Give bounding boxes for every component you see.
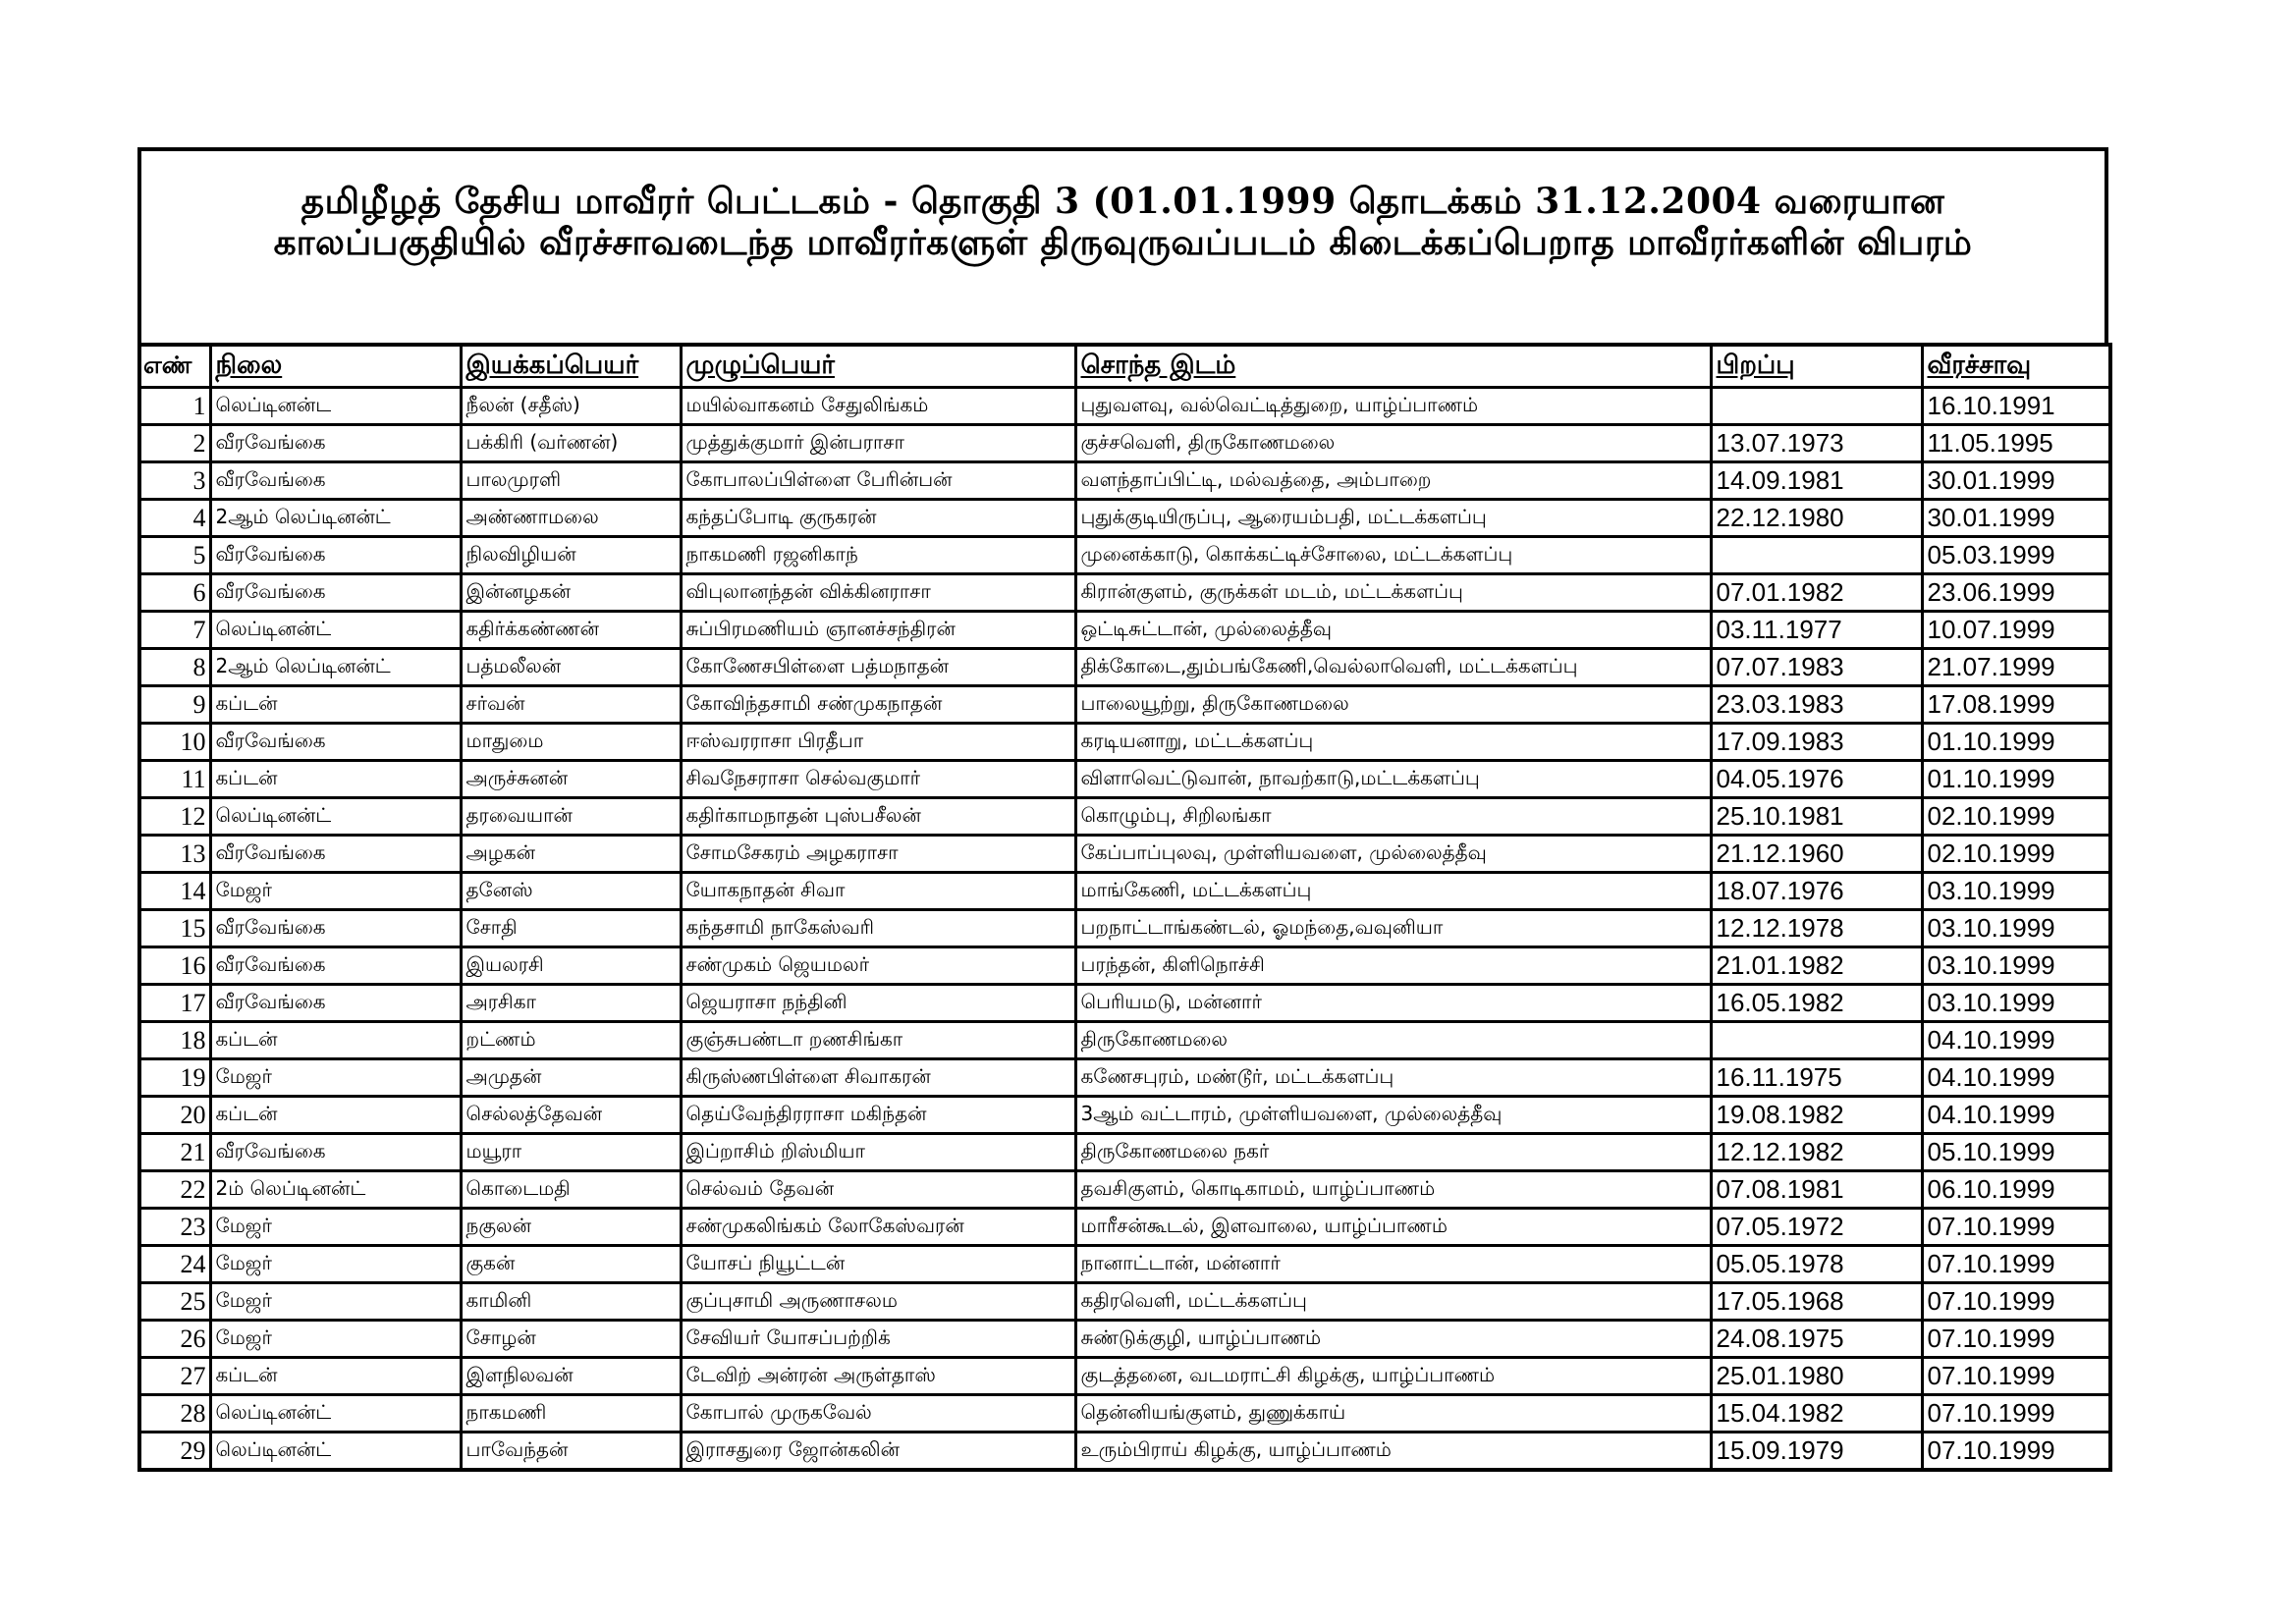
table-row (139, 537, 2110, 574)
table-row (139, 1097, 2110, 1134)
cell-rank: மேஜர் (210, 1059, 461, 1097)
cell-number: 15 (139, 910, 210, 947)
cell-rank: லெப்டினன்ட் (210, 1433, 461, 1471)
header-alias: இயக்கப்பெயர் (461, 345, 681, 388)
cell-number: 13 (139, 836, 210, 873)
cell-full-name: யோகநாதன் சிவா (681, 873, 1075, 910)
cell-death-date: 07.10.1999 (1922, 1209, 2110, 1246)
cell-alias: செல்லத்தேவன் (461, 1097, 681, 1134)
cell-alias: தரவையான் (461, 798, 681, 836)
cell-number: 28 (139, 1395, 210, 1433)
cell-birth-date: 07.05.1972 (1711, 1209, 1922, 1246)
cell-death-date: 10.07.1999 (1922, 612, 2110, 649)
cell-home-place: புதுக்குடியிருப்பு, ஆரையம்பதி, மட்டக்களப்பு (1075, 500, 1711, 537)
cell-birth-date: 22.12.1980 (1711, 500, 1922, 537)
table-row (139, 686, 2110, 724)
cell-rank: வீரவேங்கை (210, 537, 461, 574)
cell-alias: இன்னழகன் (461, 574, 681, 612)
cell-death-date: 06.10.1999 (1922, 1171, 2110, 1209)
cell-alias: இளநிலவன் (461, 1358, 681, 1395)
cell-rank: வீரவேங்கை (210, 724, 461, 761)
cell-alias: நிலவிழியன் (461, 537, 681, 574)
cell-alias: கதிர்க்கண்ணன் (461, 612, 681, 649)
cell-alias: இயலரசி (461, 947, 681, 985)
cell-home-place: குடத்தனை, வடமராட்சி கிழக்கு, யாழ்ப்பாணம் (1075, 1358, 1711, 1395)
cell-number: 9 (139, 686, 210, 724)
cell-birth-date (1711, 537, 1922, 574)
cell-home-place: பறநாட்டாங்கண்டல், ஓமந்தை,வவுனியா (1075, 910, 1711, 947)
cell-full-name: இப்றாசிம் றிஸ்மியா (681, 1134, 1075, 1171)
cell-death-date: 03.10.1999 (1922, 985, 2110, 1022)
cell-number: 11 (139, 761, 210, 798)
cell-rank: வீரவேங்கை (210, 425, 461, 462)
cell-death-date: 05.10.1999 (1922, 1134, 2110, 1171)
cell-rank: மேஜர் (210, 1283, 461, 1321)
cell-alias: பக்கிரி (வர்ணன்) (461, 425, 681, 462)
document-title: தமிழீழத் தேசிய மாவீரர் பெட்டகம் - தொகுதி 3 (01.01.1999 தொடக்கம் 31.12.2004 வரையான காலப்பகுதியில் வீரச்சாவடைந்த மாவீரர்களுள் திருவுருவப்படம் கிடைக்கப்பெறாத மாவீரர்களின் விபரம் (273, 181, 1973, 263)
cell-alias: மாதுமை (461, 724, 681, 761)
cell-rank: 2ஆம் லெப்டினன்ட் (210, 500, 461, 537)
cell-number: 12 (139, 798, 210, 836)
cell-full-name: டேவிற் அன்ரன் அருள்தாஸ் (681, 1358, 1075, 1395)
cell-death-date: 04.10.1999 (1922, 1022, 2110, 1059)
cell-full-name: இராசதுரை ஜோன்கலின் (681, 1433, 1075, 1471)
cell-full-name: குப்புசாமி அருணாசலம (681, 1283, 1075, 1321)
title-box (137, 147, 2108, 343)
table-row (139, 1246, 2110, 1283)
cell-death-date: 07.10.1999 (1922, 1433, 2110, 1471)
cell-home-place: கேப்பாப்புலவு, முள்ளியவளை, முல்லைத்தீவு (1075, 836, 1711, 873)
cell-home-place: நானாட்டான், மன்னார் (1075, 1246, 1711, 1283)
cell-full-name: குஞ்சுபண்டா றணசிங்கா (681, 1022, 1075, 1059)
cell-birth-date: 25.10.1981 (1711, 798, 1922, 836)
cell-number: 22 (139, 1171, 210, 1209)
table-row (139, 947, 2110, 985)
cell-home-place: வளந்தாப்பிட்டி, மல்வத்தை, அம்பாறை (1075, 462, 1711, 500)
cell-full-name: சண்முகம் ஜெயமலர் (681, 947, 1075, 985)
cell-full-name: கதிர்காமநாதன் புஸ்பசீலன் (681, 798, 1075, 836)
table-row (139, 574, 2110, 612)
cell-death-date: 21.07.1999 (1922, 649, 2110, 686)
cell-home-place: தவசிகுளம், கொடிகாமம், யாழ்ப்பாணம் (1075, 1171, 1711, 1209)
cell-birth-date: 21.12.1960 (1711, 836, 1922, 873)
cell-full-name: ஈஸ்வரராசா பிரதீபா (681, 724, 1075, 761)
cell-number: 20 (139, 1097, 210, 1134)
cell-home-place: பாலையூற்று, திருகோணமலை (1075, 686, 1711, 724)
table-header-row (139, 345, 2110, 388)
cell-alias: பத்மலீலன் (461, 649, 681, 686)
cell-full-name: சேவியர் யோசப்பற்றிக் (681, 1321, 1075, 1358)
cell-home-place: திருகோணமலை (1075, 1022, 1711, 1059)
cell-birth-date: 19.08.1982 (1711, 1097, 1922, 1134)
cell-number: 6 (139, 574, 210, 612)
cell-rank: லெப்டினன்ட் (210, 798, 461, 836)
table-row (139, 1433, 2110, 1471)
cell-full-name: யோசப் நியூட்டன் (681, 1246, 1075, 1283)
table-row (139, 1358, 2110, 1395)
document-sheet (137, 147, 2108, 1472)
cell-number: 5 (139, 537, 210, 574)
cell-full-name: கோவிந்தசாமி சண்முகநாதன் (681, 686, 1075, 724)
cell-birth-date: 12.12.1978 (1711, 910, 1922, 947)
cell-birth-date: 03.11.1977 (1711, 612, 1922, 649)
cell-rank: வீரவேங்கை (210, 836, 461, 873)
table-row (139, 1209, 2110, 1246)
cell-full-name: கோபாலப்பிள்ளை பேரின்பன் (681, 462, 1075, 500)
cell-death-date: 02.10.1999 (1922, 798, 2110, 836)
cell-full-name: சோமசேகரம் அழகராசா (681, 836, 1075, 873)
cell-rank: லெப்டினன்ட் (210, 1395, 461, 1433)
cell-home-place: புதுவளவு, வல்வெட்டித்துறை, யாழ்ப்பாணம் (1075, 388, 1711, 425)
cell-home-place: தென்னியங்குளம், துணுக்காய் (1075, 1395, 1711, 1433)
cell-full-name: நாகமணி ரஜனிகாந் (681, 537, 1075, 574)
cell-death-date: 07.10.1999 (1922, 1246, 2110, 1283)
cell-birth-date: 17.09.1983 (1711, 724, 1922, 761)
cell-number: 16 (139, 947, 210, 985)
header-birth-date: பிறப்பு (1711, 345, 1922, 388)
cell-home-place: கணேசபுரம், மண்டூர், மட்டக்களப்பு (1075, 1059, 1711, 1097)
cell-full-name: சுப்பிரமணியம் ஞானச்சந்திரன் (681, 612, 1075, 649)
cell-full-name: கந்தப்போடி குருகரன் (681, 500, 1075, 537)
cell-birth-date: 17.05.1968 (1711, 1283, 1922, 1321)
cell-alias: மயூரா (461, 1134, 681, 1171)
cell-death-date: 04.10.1999 (1922, 1059, 2110, 1097)
cell-birth-date: 07.01.1982 (1711, 574, 1922, 612)
cell-rank: வீரவேங்கை (210, 910, 461, 947)
table-row (139, 388, 2110, 425)
cell-death-date: 07.10.1999 (1922, 1358, 2110, 1395)
cell-alias: சர்வன் (461, 686, 681, 724)
cell-number: 24 (139, 1246, 210, 1283)
cell-birth-date: 07.07.1983 (1711, 649, 1922, 686)
table-row (139, 462, 2110, 500)
table-row (139, 1134, 2110, 1171)
cell-alias: தனேஸ் (461, 873, 681, 910)
cell-full-name: மயில்வாகனம் சேதுலிங்கம் (681, 388, 1075, 425)
cell-number: 7 (139, 612, 210, 649)
cell-number: 14 (139, 873, 210, 910)
cell-birth-date: 13.07.1973 (1711, 425, 1922, 462)
cell-rank: வீரவேங்கை (210, 985, 461, 1022)
cell-full-name: கந்தசாமி நாகேஸ்வரி (681, 910, 1075, 947)
cell-birth-date: 15.09.1979 (1711, 1433, 1922, 1471)
table-row (139, 798, 2110, 836)
cell-number: 3 (139, 462, 210, 500)
cell-home-place: கதிரவெளி, மட்டக்களப்பு (1075, 1283, 1711, 1321)
cell-home-place: குச்சவெளி, திருகோணமலை (1075, 425, 1711, 462)
cell-full-name: சிவநேசராசா செல்வகுமார் (681, 761, 1075, 798)
cell-home-place: சுண்டுக்குழி, யாழ்ப்பாணம் (1075, 1321, 1711, 1358)
cell-birth-date: 18.07.1976 (1711, 873, 1922, 910)
table-row (139, 1022, 2110, 1059)
cell-number: 8 (139, 649, 210, 686)
table-row (139, 1059, 2110, 1097)
cell-number: 4 (139, 500, 210, 537)
cell-number: 10 (139, 724, 210, 761)
cell-death-date: 17.08.1999 (1922, 686, 2110, 724)
table-row (139, 1171, 2110, 1209)
table-row (139, 649, 2110, 686)
table-row (139, 1321, 2110, 1358)
header-death-date: வீரச்சாவு (1922, 345, 2110, 388)
cell-home-place: விளாவெட்டுவான், நாவற்காடு,மட்டக்களப்பு (1075, 761, 1711, 798)
cell-rank: கப்டன் (210, 1358, 461, 1395)
cell-rank: 2ஆம் லெப்டினன்ட் (210, 649, 461, 686)
cell-birth-date: 21.01.1982 (1711, 947, 1922, 985)
cell-rank: வீரவேங்கை (210, 947, 461, 985)
cell-rank: லெப்டினன்ட (210, 388, 461, 425)
cell-home-place: கரடியனாறு, மட்டக்களப்பு (1075, 724, 1711, 761)
cell-full-name: செல்வம் தேவன் (681, 1171, 1075, 1209)
cell-full-name: கிருஸ்ணபிள்ளை சிவாகரன் (681, 1059, 1075, 1097)
cell-death-date: 07.10.1999 (1922, 1321, 2110, 1358)
cell-full-name: சண்முகலிங்கம் லோகேஸ்வரன் (681, 1209, 1075, 1246)
cell-rank: வீரவேங்கை (210, 574, 461, 612)
cell-birth-date: 05.05.1978 (1711, 1246, 1922, 1283)
cell-home-place: ஒட்டிசுட்டான், முல்லைத்தீவு (1075, 612, 1711, 649)
cell-death-date: 23.06.1999 (1922, 574, 2110, 612)
cell-number: 17 (139, 985, 210, 1022)
cell-home-place: உரும்பிராய் கிழக்கு, யாழ்ப்பாணம் (1075, 1433, 1711, 1471)
cell-alias: அருச்சுனன் (461, 761, 681, 798)
cell-alias: பாவேந்தன் (461, 1433, 681, 1471)
cell-rank: 2ம் லெப்டினன்ட் (210, 1171, 461, 1209)
table-row (139, 1395, 2110, 1433)
cell-rank: கப்டன் (210, 761, 461, 798)
cell-number: 2 (139, 425, 210, 462)
header-full-name: முழுப்பெயர் (681, 345, 1075, 388)
cell-home-place: மாரீசன்கூடல், இளவாலை, யாழ்ப்பாணம் (1075, 1209, 1711, 1246)
cell-full-name: கோபால் முருகவேல் (681, 1395, 1075, 1433)
cell-alias: அண்ணாமலை (461, 500, 681, 537)
table-row (139, 1283, 2110, 1321)
table-row (139, 761, 2110, 798)
table-row (139, 873, 2110, 910)
cell-full-name: முத்துக்குமார் இன்பராசா (681, 425, 1075, 462)
cell-number: 1 (139, 388, 210, 425)
cell-home-place: கிரான்குளம், குருக்கள் மடம், மட்டக்களப்பு (1075, 574, 1711, 612)
cell-rank: கப்டன் (210, 1022, 461, 1059)
header-number: எண் (139, 345, 210, 388)
cell-alias: அரசிகா (461, 985, 681, 1022)
header-home-place: சொந்த இடம் (1075, 345, 1711, 388)
cell-death-date: 04.10.1999 (1922, 1097, 2110, 1134)
cell-home-place: திக்கோடை,தும்பங்கேணி,வெல்லாவெளி, மட்டக்களப்பு (1075, 649, 1711, 686)
cell-death-date: 07.10.1999 (1922, 1283, 2110, 1321)
cell-birth-date: 16.05.1982 (1711, 985, 1922, 1022)
cell-number: 25 (139, 1283, 210, 1321)
cell-birth-date: 25.01.1980 (1711, 1358, 1922, 1395)
cell-alias: நீலன் (சதீஸ்) (461, 388, 681, 425)
cell-number: 21 (139, 1134, 210, 1171)
cell-home-place: 3ஆம் வட்டாரம், முள்ளியவளை, முல்லைத்தீவு (1075, 1097, 1711, 1134)
cell-birth-date: 23.03.1983 (1711, 686, 1922, 724)
cell-alias: கொடைமதி (461, 1171, 681, 1209)
table-row (139, 836, 2110, 873)
cell-number: 23 (139, 1209, 210, 1246)
cell-alias: பாலமுரளி (461, 462, 681, 500)
cell-home-place: முனைக்காடு, கொக்கட்டிச்சோலை, மட்டக்களப்பு (1075, 537, 1711, 574)
cell-number: 27 (139, 1358, 210, 1395)
cell-alias: அழகன் (461, 836, 681, 873)
cell-full-name: விபுலானந்தன் விக்கினராசா (681, 574, 1075, 612)
cell-alias: குகன் (461, 1246, 681, 1283)
cell-birth-date (1711, 388, 1922, 425)
cell-alias: நகுலன் (461, 1209, 681, 1246)
cell-rank: லெப்டினன்ட் (210, 612, 461, 649)
cell-death-date: 01.10.1999 (1922, 724, 2110, 761)
table-row (139, 612, 2110, 649)
header-rank: நிலை (210, 345, 461, 388)
cell-number: 29 (139, 1433, 210, 1471)
cell-alias: நாகமணி (461, 1395, 681, 1433)
cell-rank: மேஜர் (210, 1209, 461, 1246)
cell-alias: சோழன் (461, 1321, 681, 1358)
table-row (139, 985, 2110, 1022)
cell-rank: மேஜர் (210, 1321, 461, 1358)
cell-home-place: பெரியமடு, மன்னார் (1075, 985, 1711, 1022)
table-row (139, 724, 2110, 761)
cell-death-date: 05.03.1999 (1922, 537, 2110, 574)
cell-number: 26 (139, 1321, 210, 1358)
cell-birth-date: 24.08.1975 (1711, 1321, 1922, 1358)
cell-rank: மேஜர் (210, 1246, 461, 1283)
cell-alias: றட்ணம் (461, 1022, 681, 1059)
cell-birth-date: 04.05.1976 (1711, 761, 1922, 798)
cell-number: 18 (139, 1022, 210, 1059)
cell-rank: வீரவேங்கை (210, 462, 461, 500)
cell-birth-date: 16.11.1975 (1711, 1059, 1922, 1097)
cell-death-date: 03.10.1999 (1922, 873, 2110, 910)
cell-rank: கப்டன் (210, 1097, 461, 1134)
cell-home-place: திருகோணமலை நகர் (1075, 1134, 1711, 1171)
cell-rank: கப்டன் (210, 686, 461, 724)
cell-birth-date: 14.09.1981 (1711, 462, 1922, 500)
cell-birth-date: 15.04.1982 (1711, 1395, 1922, 1433)
cell-birth-date (1711, 1022, 1922, 1059)
cell-alias: சோதி (461, 910, 681, 947)
cell-death-date: 02.10.1999 (1922, 836, 2110, 873)
cell-death-date: 16.10.1991 (1922, 388, 2110, 425)
table-row (139, 500, 2110, 537)
cell-death-date: 07.10.1999 (1922, 1395, 2110, 1433)
cell-birth-date: 12.12.1982 (1711, 1134, 1922, 1171)
cell-birth-date: 07.08.1981 (1711, 1171, 1922, 1209)
cell-death-date: 30.01.1999 (1922, 500, 2110, 537)
cell-death-date: 01.10.1999 (1922, 761, 2110, 798)
cell-home-place: மாங்கேணி, மட்டக்களப்பு (1075, 873, 1711, 910)
cell-death-date: 11.05.1995 (1922, 425, 2110, 462)
cell-full-name: தெய்வேந்திரராசா மகிந்தன் (681, 1097, 1075, 1134)
table-body (139, 388, 2110, 1471)
cell-death-date: 03.10.1999 (1922, 947, 2110, 985)
cell-number: 19 (139, 1059, 210, 1097)
cell-home-place: கொழும்பு, சிறிலங்கா (1075, 798, 1711, 836)
cell-alias: காமினி (461, 1283, 681, 1321)
cell-death-date: 30.01.1999 (1922, 462, 2110, 500)
cell-death-date: 03.10.1999 (1922, 910, 2110, 947)
cell-home-place: பரந்தன், கிளிநொச்சி (1075, 947, 1711, 985)
cell-alias: அமுதன் (461, 1059, 681, 1097)
cell-rank: வீரவேங்கை (210, 1134, 461, 1171)
table-row (139, 425, 2110, 462)
cell-full-name: கோணேசபிள்ளை பத்மநாதன் (681, 649, 1075, 686)
cell-rank: மேஜர் (210, 873, 461, 910)
cell-full-name: ஜெயராசா நந்தினி (681, 985, 1075, 1022)
heroes-table (137, 343, 2112, 1472)
table-row (139, 910, 2110, 947)
